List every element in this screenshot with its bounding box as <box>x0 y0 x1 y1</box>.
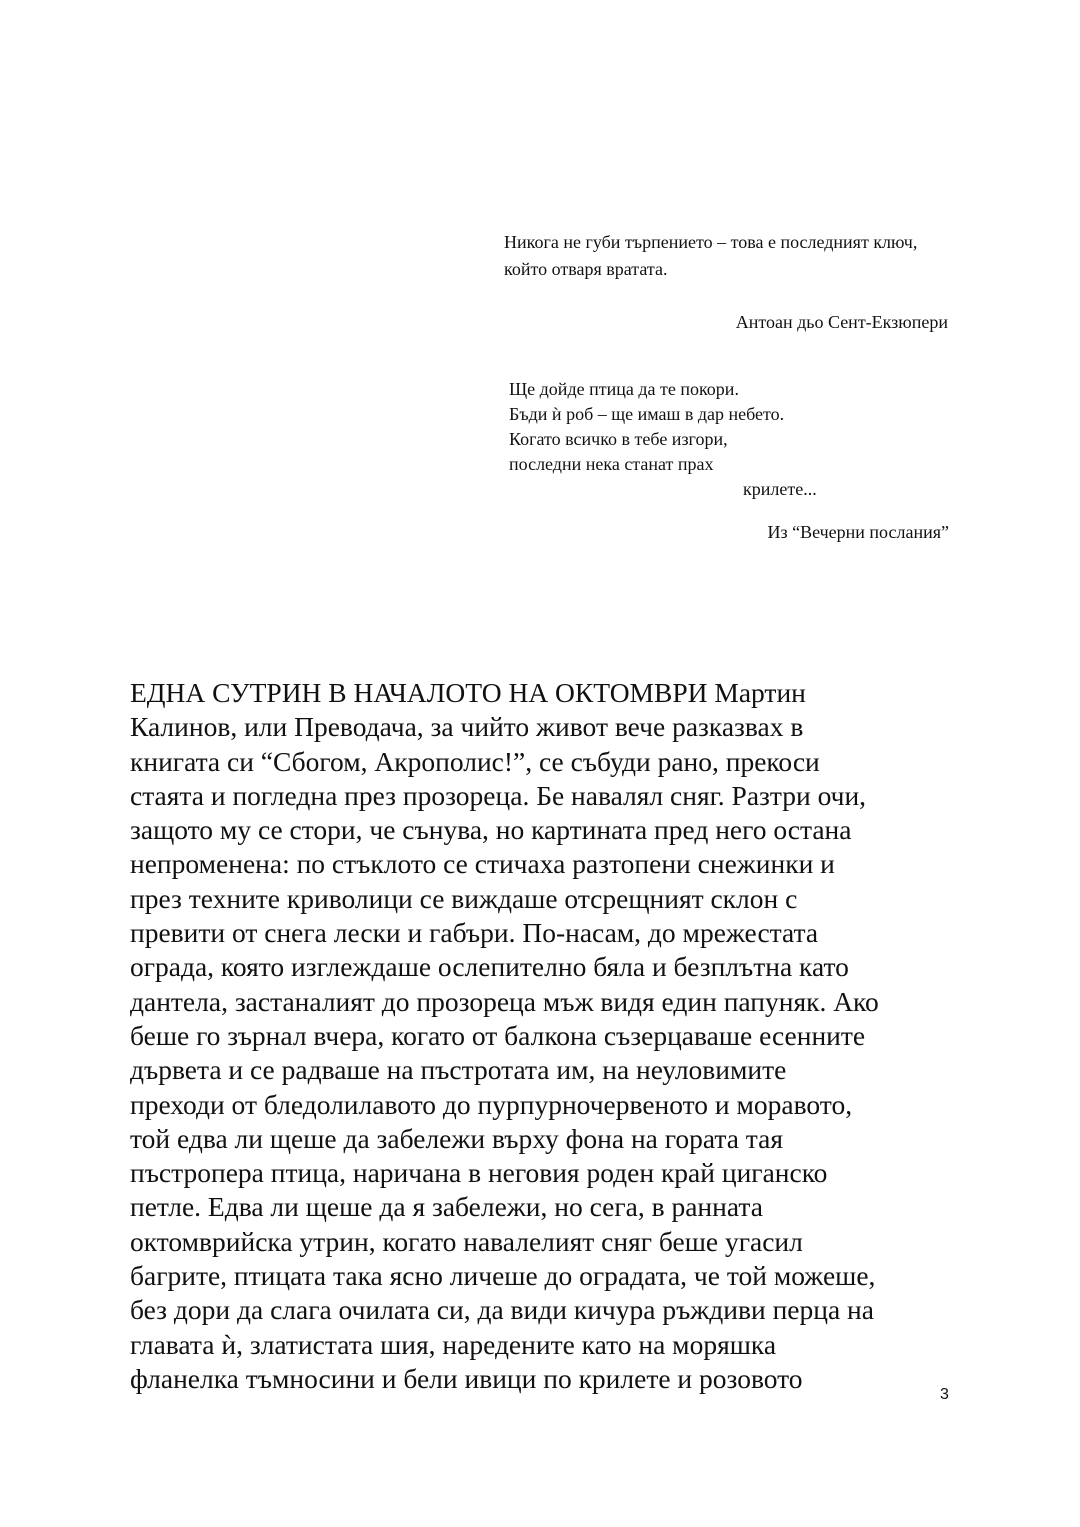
body-line: превити от снега лески и габъри. По-насам, до мрежестата <box>130 917 819 949</box>
body-line: октомврийска утрин, когато навалелият сняг беше угасил <box>130 1225 803 1257</box>
poem-line: крилете... <box>743 479 817 499</box>
body-line: ограда, която изглеждаше ослепително бяла и безплътна като <box>130 951 849 983</box>
body-line: пъстропера птица, наричана в неговия роден край циганско <box>130 1157 828 1189</box>
body-line: фланелка тъмносини и бели ивици по крилете и розовото <box>130 1362 803 1394</box>
chapter-body-text <box>130 676 960 1396</box>
body-line: петле. Едва ли щеше да я забележи, но сега, в ранната <box>130 1191 763 1223</box>
epigraph-quote <box>504 229 954 336</box>
body-line: Калинов, или Преводача, за чийто живот вече разказвах в <box>130 711 804 743</box>
body-line: стаята и погледна през прозореца. Бе навалял сняг. Разтри очи, <box>130 779 867 811</box>
poem-line: Ще дойде птица да те покори. <box>509 379 739 399</box>
body-line: без дори да слага очилата си, да види кичура ръждиви перца на <box>130 1294 874 1326</box>
poem-line: Бъди ѝ роб – ще имаш в дар небето. <box>509 404 785 424</box>
body-line: главата ѝ, златистата шия, наредените като на моряшка <box>130 1328 777 1360</box>
body-line: багрите, птицата така ясно личеше до оградата, че той можеше, <box>130 1260 876 1292</box>
poem-line: последни нека станат прах <box>509 454 714 474</box>
body-line: дантела, застаналият до прозореца мъж видя един папуняк. Ако <box>130 985 879 1017</box>
poem-source: Из “Вечерни послания” <box>767 522 949 542</box>
body-line: книгата си “Сбогом, Акрополис!”, се събуди рано, прекоси <box>130 745 820 777</box>
body-line: защото му се стори, че сънува, но картината пред него остана <box>130 814 852 846</box>
body-line: през техните криволици се виждаше отсрещният склон с <box>130 882 798 914</box>
body-line: беше го зърнал вчера, когато от балкона съзерцаваше есенните <box>130 1019 866 1051</box>
body-line: непроменена: по стъклото се стичаха разтопени снежинки и <box>130 848 835 880</box>
poem-line: Когато всичко в тебе изгори, <box>509 429 728 449</box>
page-number: 3 <box>940 1386 949 1403</box>
epigraph-quote-text: Никога не губи търпението – това е последният ключ, който отваря вратата. <box>504 232 918 279</box>
epigraph-quote-author: Антоан дьо Сент-Екзюпери <box>735 312 948 332</box>
body-line: ЕДНА СУТРИН В НАЧАЛОТО НА ОКТОМВРИ Мартин <box>130 677 806 708</box>
body-line: дървета и се радваше на пъстротата им, на неуловимите <box>130 1054 787 1086</box>
body-line: той едва ли щеше да забележи върху фона на гората тая <box>130 1122 783 1154</box>
epigraph-poem <box>509 377 949 545</box>
body-line: преходи от бледолилавото до пурпурночервеното и моравото, <box>130 1088 853 1120</box>
